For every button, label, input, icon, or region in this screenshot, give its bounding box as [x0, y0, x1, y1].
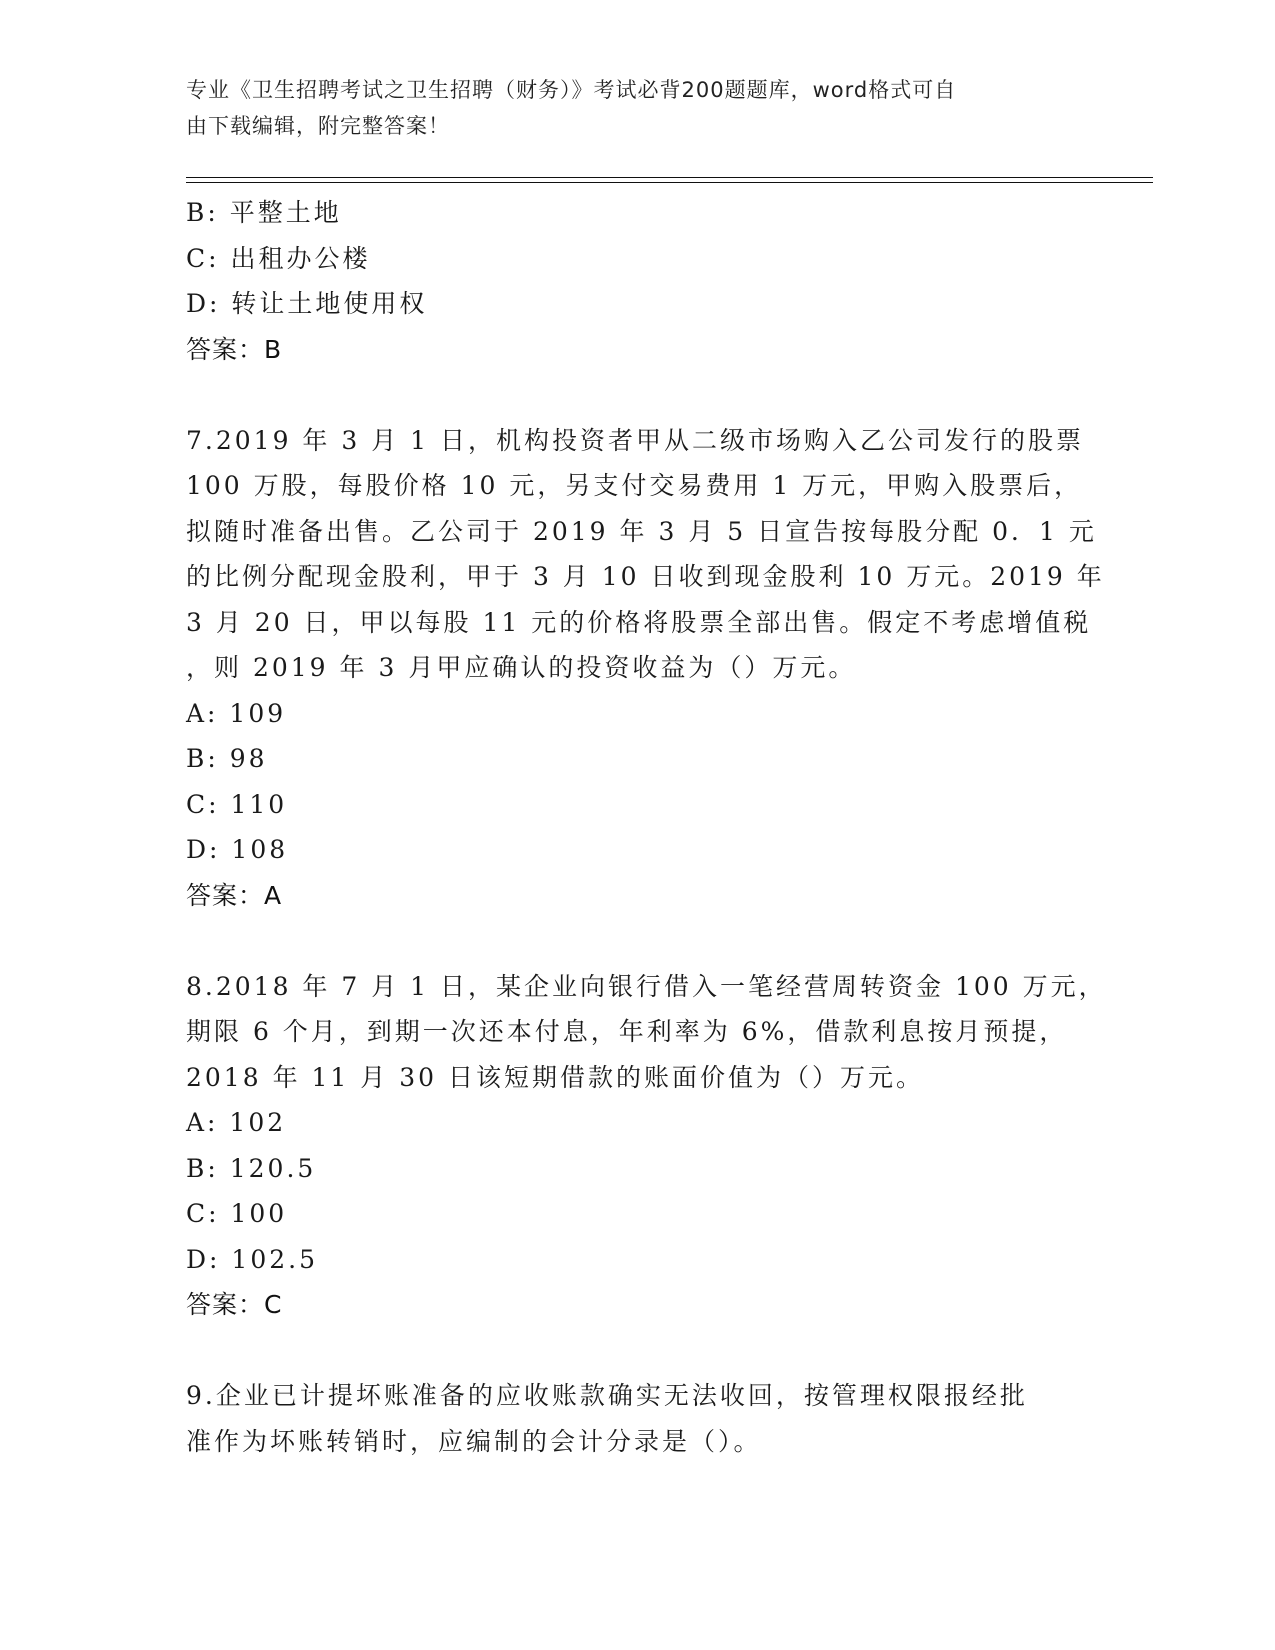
question-text-line: 的比例分配现金股利，甲于 3 月 10 日收到现金股利 10 万元。2019 年: [186, 562, 1105, 591]
document-body: [186, 190, 1107, 1464]
answer-line: 答案：C: [186, 1290, 283, 1319]
option-d: D: 108: [186, 835, 289, 864]
question-text-line: 拟随时准备出售。乙公司于 2019 年 3 月 5 日宣告按每股分配 0．1 元: [186, 516, 1097, 546]
question-text-line: 100 万股，每股价格 10 元，另支付交易费用 1 万元，甲购入股票后，: [186, 471, 1083, 500]
question-text-line: 2018 年 11 月 30 日该短期借款的账面价值为（）万元。: [186, 1062, 924, 1092]
question-8: [186, 964, 1107, 1328]
question-text-line: 8.2018 年 7 月 1 日，某企业向银行借入一笔经营周转资金 100 万元，: [186, 971, 1107, 1001]
answer-line: 答案：A: [186, 880, 283, 910]
header-divider-top: [186, 177, 1153, 178]
option-d: D: 转让土地使用权: [186, 289, 428, 318]
option-b: B: 98: [186, 744, 268, 773]
option-c: C: 100: [186, 1199, 288, 1228]
question-text-line: ，则 2019 年 3 月甲应确认的投资收益为（）万元。: [186, 653, 857, 682]
answer-line: 答案：B: [186, 334, 283, 364]
question-text-line: 7.2019 年 3 月 1 日，机构投资者甲从二级市场购入乙公司发行的股票: [186, 425, 1085, 455]
option-c: C: 出租办公楼: [186, 243, 371, 273]
question-text-line: 准作为坏账转销时，应编制的会计分录是（）。: [186, 1426, 762, 1456]
question-9: [186, 1373, 1086, 1464]
header-line-1: 专业《卫生招聘考试之卫生招聘（财务）》考试必背200题题库，word格式可自: [186, 78, 957, 102]
previous-question: [186, 190, 1086, 372]
option-b: B: 平整土地: [186, 198, 342, 227]
option-a: A: 109: [186, 698, 287, 728]
option-a: A: 102: [186, 1108, 287, 1137]
header-divider-bottom: [186, 182, 1153, 183]
question-text-line: 3 月 20 日，甲以每股 11 元的价格将股票全部出售。假定不考虑增值税: [186, 607, 1092, 637]
question-text-line: 期限 6 个月，到期一次还本付息，年利率为 6%，借款利息按月预提，: [186, 1017, 1068, 1046]
document-header: [186, 72, 1066, 144]
question-text-line: 9.企业已计提坏账准备的应收账款确实无法收回，按管理权限报经批: [186, 1381, 1028, 1410]
option-c: C: 110: [186, 789, 288, 819]
header-line-2: 由下载编辑，附完整答案！: [186, 114, 450, 138]
option-d: D: 102.5: [186, 1244, 318, 1274]
question-7: [186, 418, 1105, 919]
option-b: B: 120.5: [186, 1153, 317, 1183]
